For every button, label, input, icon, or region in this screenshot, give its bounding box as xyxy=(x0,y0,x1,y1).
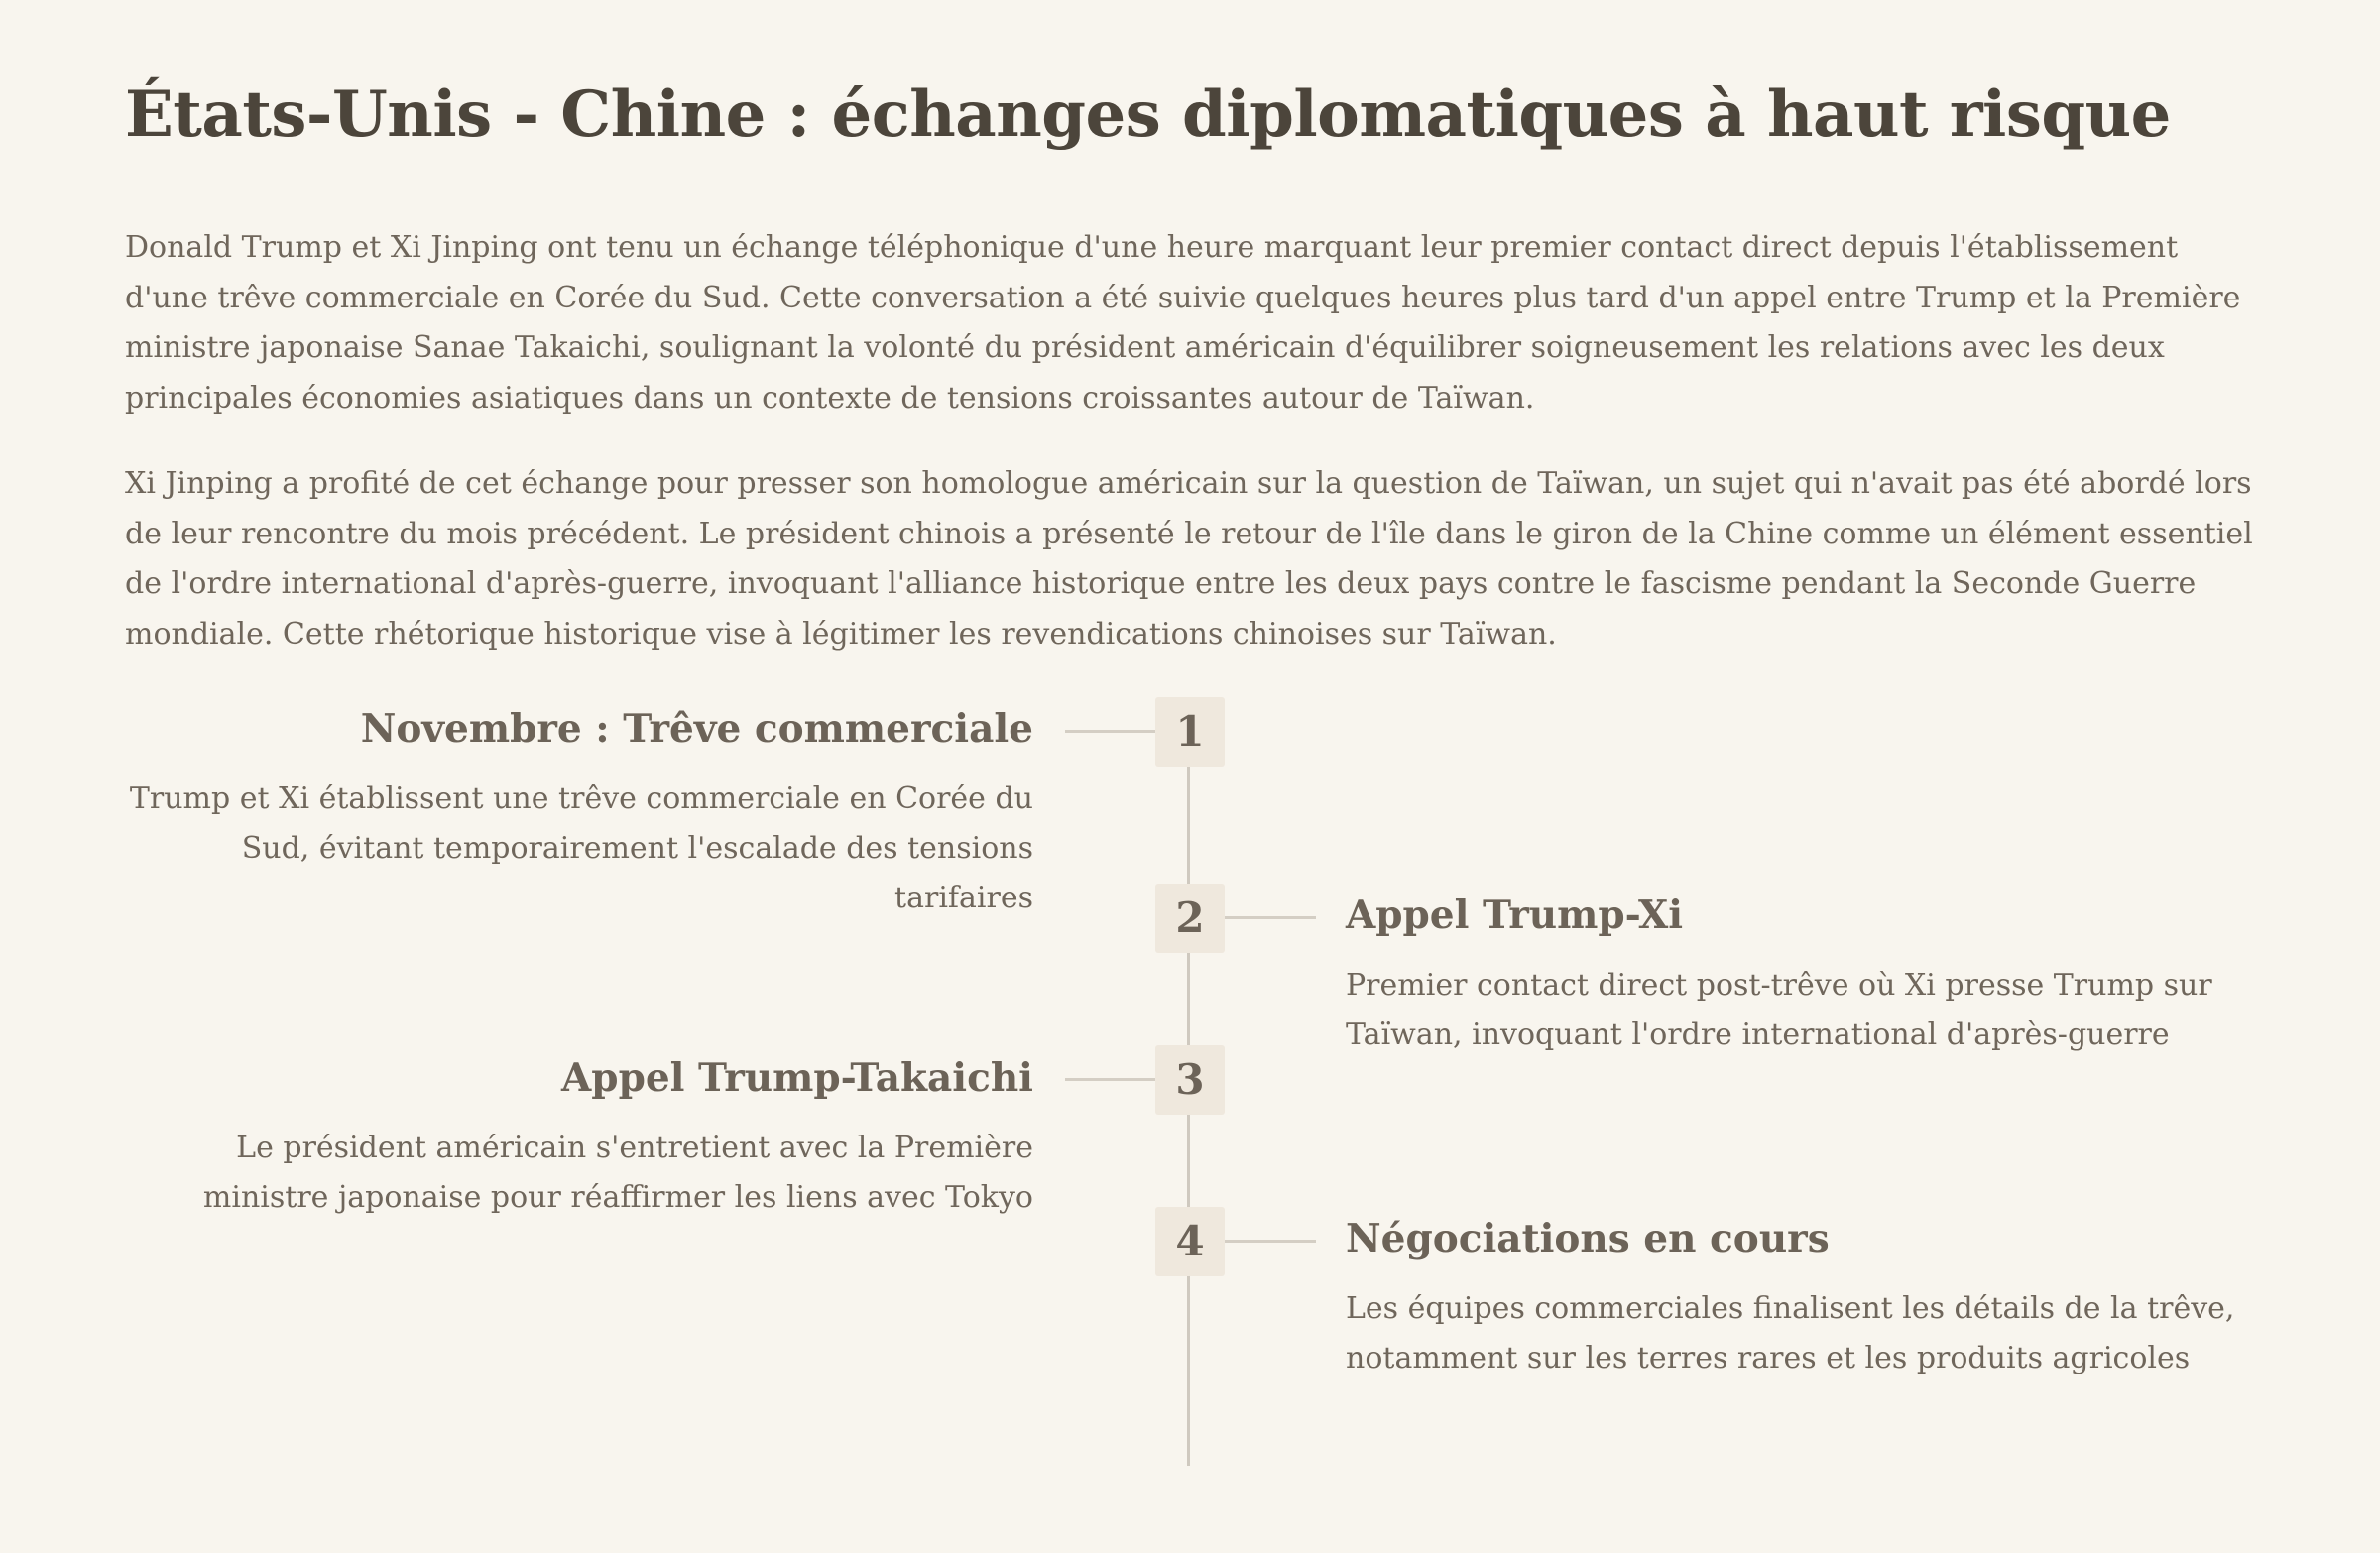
timeline-marker-1: 1 xyxy=(1155,697,1225,767)
intro-paragraph-2: Xi Jinping a profité de cet échange pour presser son homologue américain sur la question de Taïwan, un sujet qui n'avait pas été abordé lors de leur rencontre du mois précédent. Le président chinois a présenté le retour de l'île dans le giron de la Chine comme un élément essentiel de l'ordre international d'après-guerre, invoquant l'alliance historique entre les deux pays contre le fascisme pendant la Seconde Guerre mondiale. Cette rhétorique historique vise à légitimer les revendications chinoises sur Taïwan. xyxy=(125,466,2253,652)
event-description: Premier contact direct post-trêve où Xi presse Trump sur Taïwan, invoquant l'ordre international d'après-guerre xyxy=(1346,968,2212,1052)
timeline-event-3 xyxy=(111,1050,1033,1223)
timeline-connector-3 xyxy=(1065,1078,1156,1081)
timeline-connector-2 xyxy=(1225,916,1316,919)
event-description: Le président américain s'entretient avec la Première ministre japonaise pour réaffirmer les liens avec Tokyo xyxy=(202,1131,1033,1215)
timeline-marker-2: 2 xyxy=(1155,884,1225,953)
timeline-connector-4 xyxy=(1225,1240,1316,1243)
event-title: Appel Trump-Takaichi xyxy=(561,1055,1033,1101)
timeline-connector-1 xyxy=(1065,730,1156,733)
timeline-event-2 xyxy=(1346,888,2268,1060)
intro-paragraph-1: Donald Trump et Xi Jinping ont tenu un échange téléphonique d'une heure marquant leur premier contact direct depuis l'établissement d'une trêve commerciale en Corée du Sud. Cette conversation a été suivie quelques heures plus tard d'un appel entre Trump et la Première ministre japonaise Sanae Takaichi, soulignant la volonté du président américain d'équilibrer soigneusement les relations avec les deux principales économies asiatiques dans un contexte de tensions croissantes autour de Taïwan. xyxy=(125,230,2241,416)
page-title: États-Unis - Chine : échanges diplomatiques à haut risque xyxy=(125,77,2171,152)
timeline-marker-4: 4 xyxy=(1155,1207,1225,1276)
event-description: Les équipes commerciales finalisent les détails de la trêve, notamment sur les terres rares et les produits agricoles xyxy=(1346,1291,2235,1375)
event-title: Négociations en cours xyxy=(1346,1216,1830,1261)
event-title: Appel Trump-Xi xyxy=(1346,893,1684,938)
timeline-event-4 xyxy=(1346,1211,2268,1383)
event-title: Novembre : Trêve commerciale xyxy=(360,706,1033,752)
event-description: Trump et Xi établissent une trêve commerciale en Corée du Sud, évitant temporairement l'escalade des tensions tarifaires xyxy=(129,781,1033,915)
timeline-event-1 xyxy=(111,701,1033,923)
timeline-marker-3: 3 xyxy=(1155,1045,1225,1115)
